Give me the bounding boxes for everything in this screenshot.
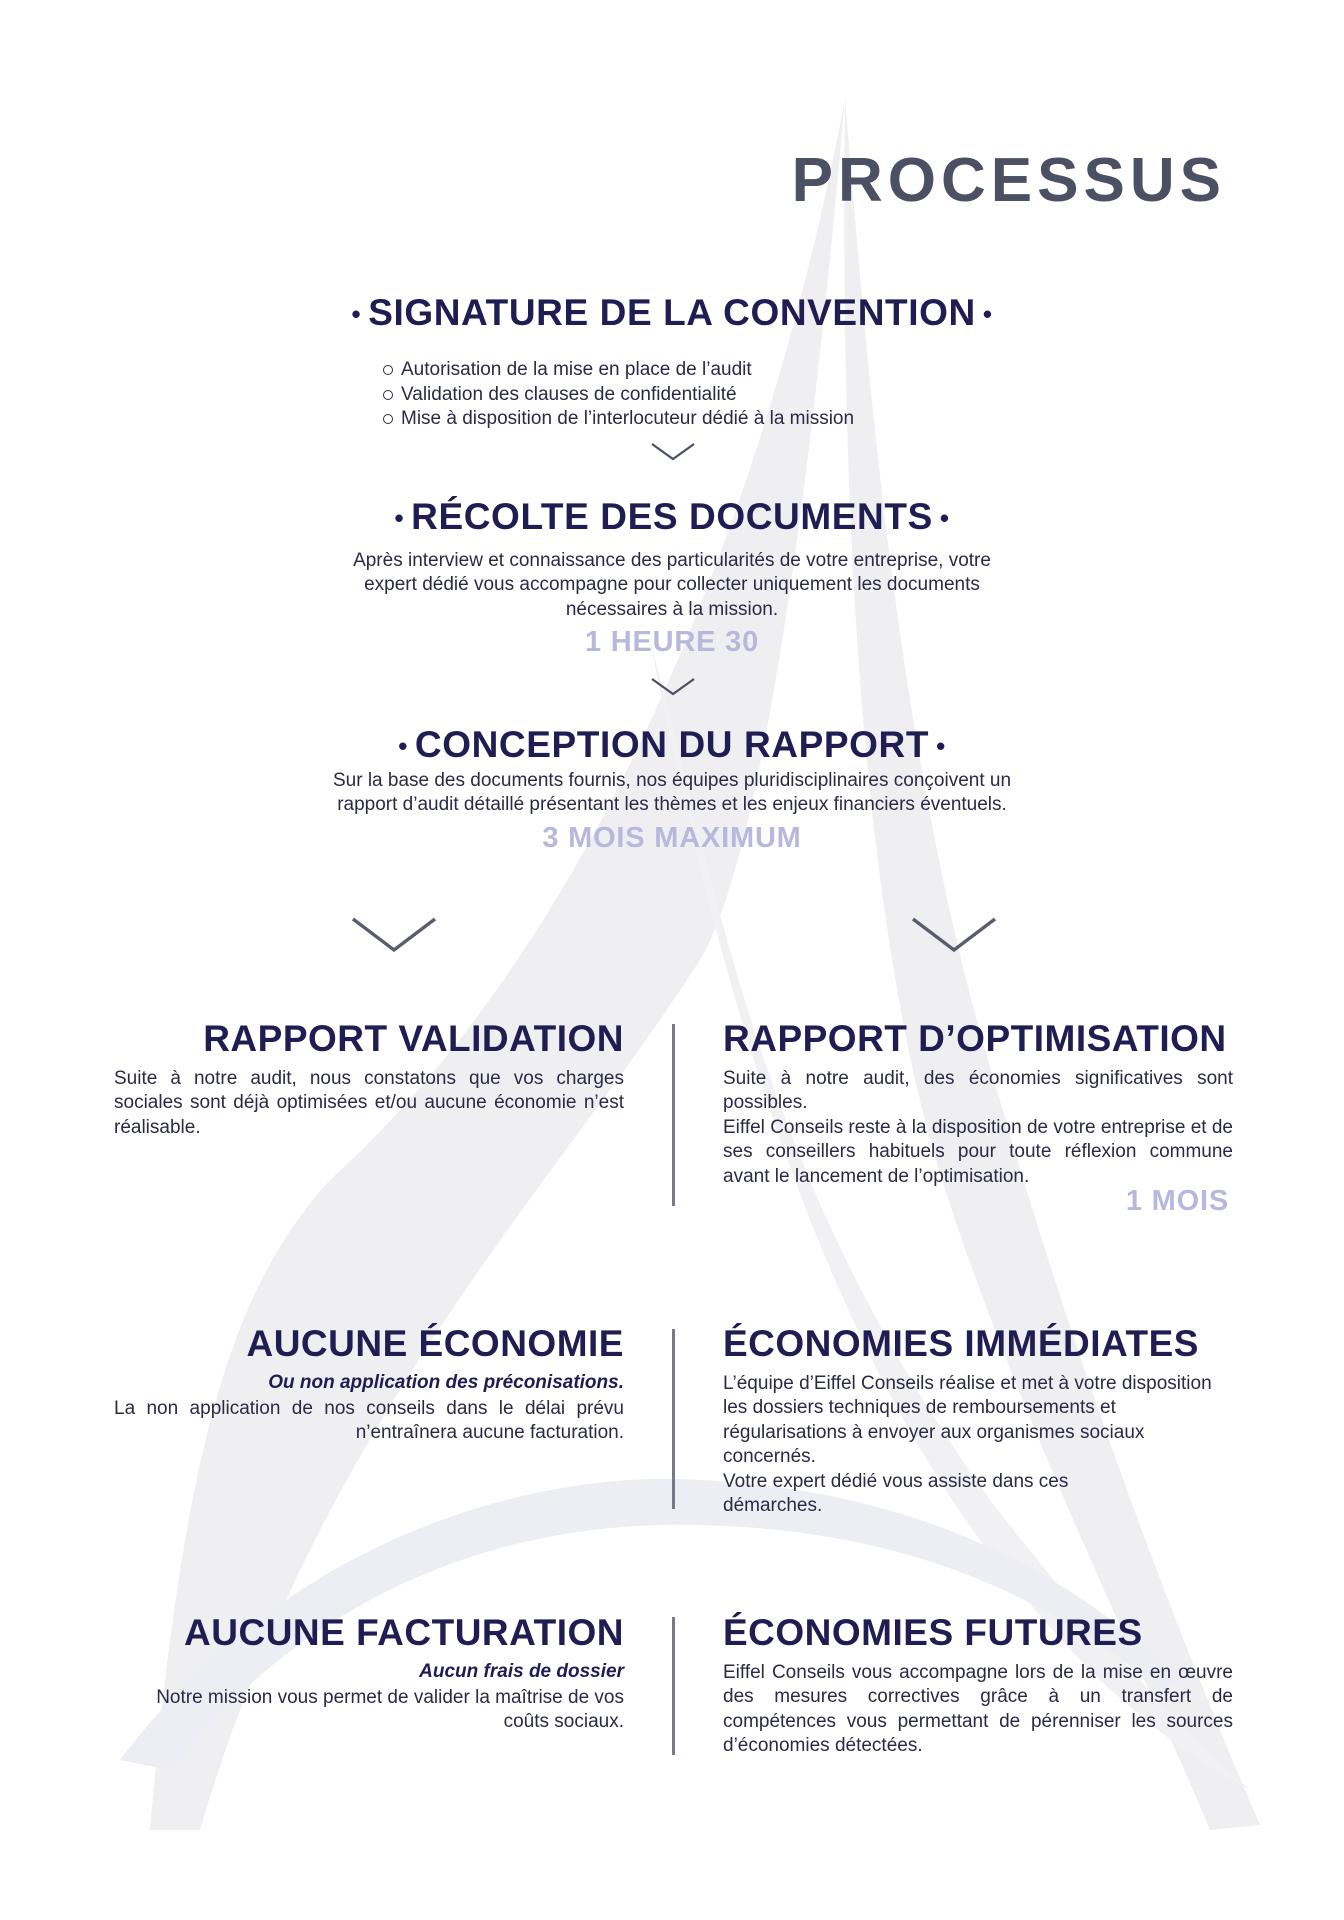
circle-bullet-icon [383, 390, 393, 400]
step-title-text: RÉCOLTE DES DOCUMENTS [411, 496, 933, 537]
outcome-subtitle: Aucun frais de dossier [419, 1660, 624, 1682]
outcome-description: La non application de nos conseils dans le délai prévu n’entraînera aucune facturation. [114, 1397, 624, 1444]
chevron-down-icon [350, 916, 438, 954]
chevron-down-icon [650, 442, 696, 462]
step-title [0, 724, 1344, 767]
outcome-subtitle: Ou non application des préconisations. [268, 1371, 624, 1393]
outcome-title: RAPPORT VALIDATION [203, 1018, 624, 1059]
outcome-description-2: Votre expert dédié vous assiste dans ces démarches. [723, 1470, 1069, 1517]
outcome-economies-immediates [723, 1325, 1233, 1519]
step-bullet-list [383, 358, 854, 432]
list-item [383, 407, 854, 432]
step-title [0, 496, 1344, 539]
outcome-title: AUCUNE FACTURATION [184, 1612, 624, 1653]
step-signature [0, 292, 1344, 429]
outcome-title: ÉCONOMIES FUTURES [723, 1612, 1143, 1653]
column-divider [672, 1617, 675, 1755]
step-recolte [0, 496, 1344, 659]
chevron-down-icon [910, 916, 998, 954]
outcome-description: Eiffel Conseils vous accompagne lors de la mise en œuvre des mesures correctives grâce à un transfert de compétences vous permettant de pérenniser les sources d’économies détectées. [723, 1661, 1233, 1757]
step-title-text: CONCEPTION DU RAPPORT [414, 724, 930, 765]
step-duration: 3 MOIS MAXIMUM [542, 821, 802, 854]
outcome-rapport-optimisation [723, 1020, 1233, 1218]
outcome-title: ÉCONOMIES IMMÉDIATES [723, 1323, 1199, 1364]
bullet-dot-icon: • [939, 503, 950, 534]
outcome-aucune-economie [114, 1325, 624, 1446]
outcome-economies-futures [723, 1614, 1233, 1759]
step-description: Sur la base des documents fournis, nos équipes pluridisciplinaires conçoivent un rapport d’audit détaillé présentant les thèmes et les enjeux financiers éventuels. [332, 769, 1012, 816]
step-title [0, 292, 1344, 335]
outcome-description-2: Eiffel Conseils reste à la disposition de votre entreprise et de ses conseillers habituels pour toute réflexion commune avant le lancement de l’optimisation. [723, 1116, 1233, 1187]
page-title: PROCESSUS [791, 146, 1226, 215]
outcome-rapport-validation [114, 1020, 624, 1140]
step-duration: 1 HEURE 30 [584, 626, 759, 659]
bullet-dot-icon: • [936, 731, 946, 762]
list-item-text: Mise à disposition de l’interlocuteur dédié à la mission [401, 408, 855, 429]
outcome-description: L’équipe d’Eiffel Conseils réalise et met à votre disposition les dossiers techniques de remboursements et régularisations à envoyer aux organismes sociaux concernés. [723, 1372, 1212, 1468]
bullet-dot-icon: • [351, 299, 362, 330]
bullet-dot-icon: • [398, 731, 408, 762]
outcome-description: Notre mission vous permet de valider la maîtrise de vos coûts sociaux. [156, 1686, 624, 1733]
outcome-title: AUCUNE ÉCONOMIE [246, 1323, 624, 1364]
column-divider [672, 1329, 675, 1509]
step-description: Après interview et connaissance des particularités de votre entreprise, votre expert dédié vous accompagne pour collecter uniquement les documents nécessaires à la mission. [353, 549, 991, 620]
list-item [383, 383, 854, 408]
bullet-dot-icon: • [982, 299, 993, 330]
list-item-text: Validation des clauses de confidentialité [401, 383, 737, 405]
column-divider [672, 1024, 675, 1206]
circle-bullet-icon [383, 414, 393, 424]
bullet-dot-icon: • [394, 503, 405, 534]
outcome-aucune-facturation [114, 1614, 624, 1735]
circle-bullet-icon [383, 365, 393, 375]
step-title-text: SIGNATURE DE LA CONVENTION [368, 292, 976, 333]
chevron-down-icon [650, 677, 696, 697]
list-item [383, 358, 854, 383]
outcome-description: Suite à notre audit, des économies significatives sont possibles. [723, 1067, 1233, 1114]
step-conception [0, 724, 1344, 855]
list-item-text: Autorisation de la mise en place de l’audit [401, 359, 752, 380]
outcome-description: Suite à notre audit, nous constatons que vos charges sociales sont déjà optimisées et/ou aucune économie n’est réalisable. [114, 1067, 624, 1138]
outcome-title: RAPPORT D’OPTIMISATION [723, 1018, 1227, 1059]
outcome-duration: 1 MOIS [1125, 1185, 1229, 1218]
